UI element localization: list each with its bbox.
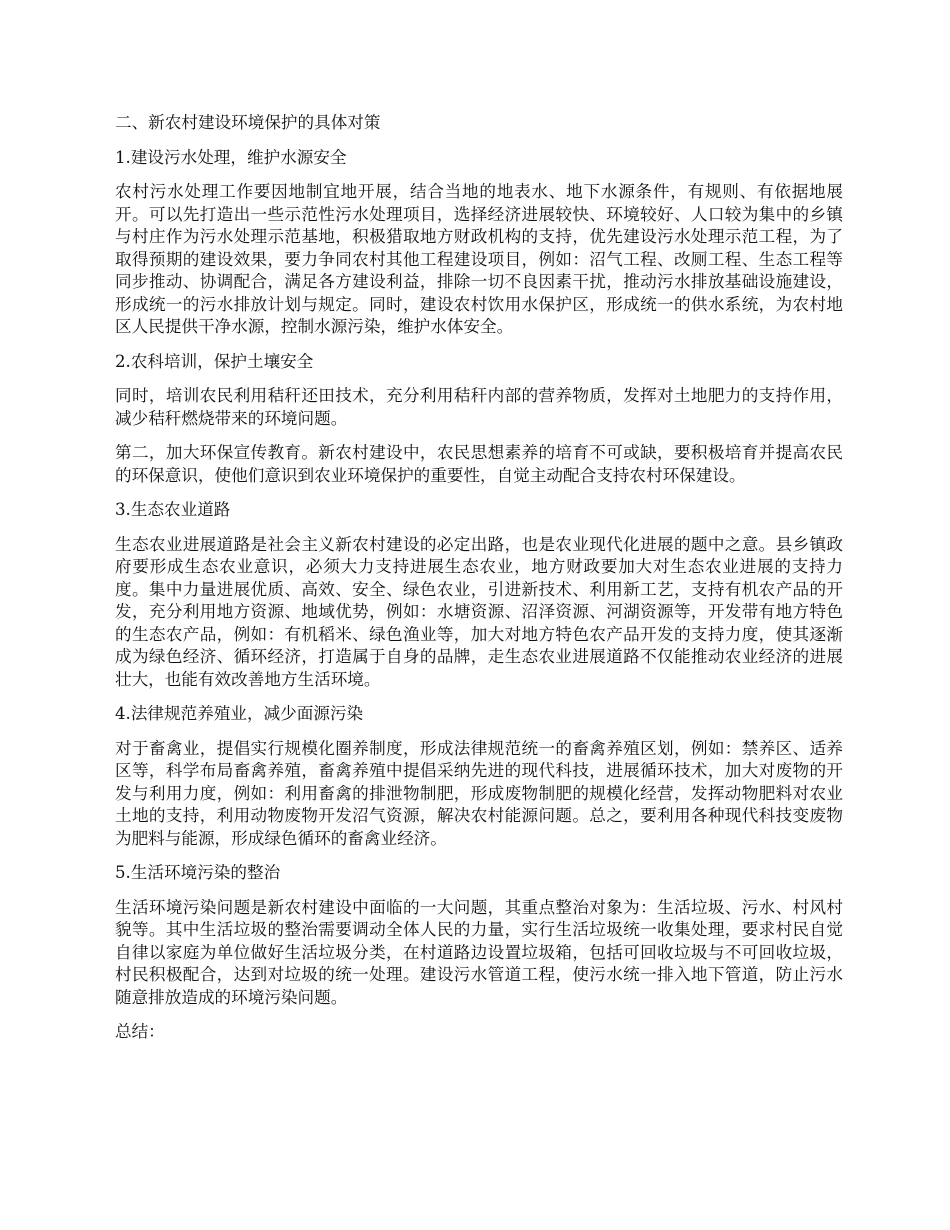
- section-2-paragraph-2: 第二，加大环保宣传教育。新农村建设中，农民思想素养的培育不可或缺，要积极培育并提高农民的环保意识，使他们意识到农业环境保护的重要性，自觉主动配合支持农村环保建设。: [115, 443, 843, 485]
- section-heading-2: 2.农科培训，保护土壤安全: [115, 351, 314, 371]
- section-4-paragraph-1: 对于畜禽业，提倡实行规模化圈养制度，形成法律规范统一的畜禽养殖区划，例如：禁养区、适养区等，科学布局畜禽养殖，畜禽养殖中提倡采纳先进的现代科技，进展循环技术，加大对废物的开发与利用力度，例如：利用畜禽的排泄物制肥，形成废物制肥的规模化经营，发挥动物肥料对农业土地的支持，利用动物废物开发沼气资源，解决农村能源问题。总之，要利用各种现代科技变废物为肥料与能源，形成绿色循环的畜禽业经济。: [115, 738, 843, 848]
- section-heading-5: 5.生活环境污染的整治: [115, 863, 281, 882]
- section-heading-3: 3.生态农业道路: [115, 500, 231, 519]
- document-title: 二、新农村建设环境保护的具体对策: [115, 113, 381, 132]
- section-heading-4: 4.法律规范养殖业，减少面源污染: [115, 704, 364, 723]
- section-1-paragraph-1: 农村污水处理工作要因地制宜地开展，结合当地的地表水、地下水源条件，有规则、有依据地展开。可以先打造出一些示范性污水处理项目，选择经济进展较快、环境较好、人口较为集中的乡镇与村庄作为污水处理示范基地，积极猎取地方财政机构的支持，优先建设污水处理示范工程，为了取得预期的建设效果，要力争同农村其他工程建设项目，例如：沼气工程、改厕工程、生态工程等同步推动、协调配合，满足各方建设利益，排除一切不良因素干扰，推动污水排放基础设施建设，形成统一的污水排放计划与规定。同时，建设农村饮用水保护区，形成统一的供水系统，为农村地区人民提供干净水源，控制水源污染，维护水体安全。: [115, 182, 843, 336]
- section-2-paragraph-1: 同时，培训农民利用秸秆还田技术，充分利用秸秆内部的营养物质，发挥对土地肥力的支持作用，减少秸秆燃烧带来的环境问题。: [115, 386, 843, 428]
- section-heading-1: 1.建设污水处理，维护水源安全: [115, 147, 347, 167]
- document-page: [115, 112, 843, 1056]
- closing-label: 总结：: [115, 1022, 165, 1041]
- section-5-paragraph-1: 生活环境污染问题是新农村建设中面临的一大问题，其重点整治对象为：生活垃圾、污水、村风村貌等。其中生活垃圾的整治需要调动全体人民的力量，实行生活垃圾统一收集处理，要求村民自觉自律以家庭为单位做好生活垃圾分类，在村道路边设置垃圾箱，包括可回收垃圾与不可回收垃圾，村民积极配合，达到对垃圾的统一处理。建设污水管道工程，使污水统一排入地下管道，防止污水随意排放造成的环境污染问题。: [115, 897, 843, 1007]
- section-3-paragraph-1: 生态农业进展道路是社会主义新农村建设的必定出路，也是农业现代化进展的题中之意。县乡镇政府要形成生态农业意识，必须大力支持进展生态农业，地方财政要加大对生态农业进展的支持力度。集中力量进展优质、高效、安全、绿色农业，引进新技术、利用新工艺，支持有机农产品的开发，充分利用地方资源、地域优势，例如：水塘资源、沼泽资源、河湖资源等，开发带有地方特色的生态农产品，例如：有机稻米、绿色渔业等，加大对地方特色农产品开发的支持力度，使其逐渐成为绿色经济、循环经济，打造属于自身的品牌，走生态农业进展道路不仅能推动农业经济的进展壮大，也能有效改善地方生活环境。: [115, 534, 843, 689]
